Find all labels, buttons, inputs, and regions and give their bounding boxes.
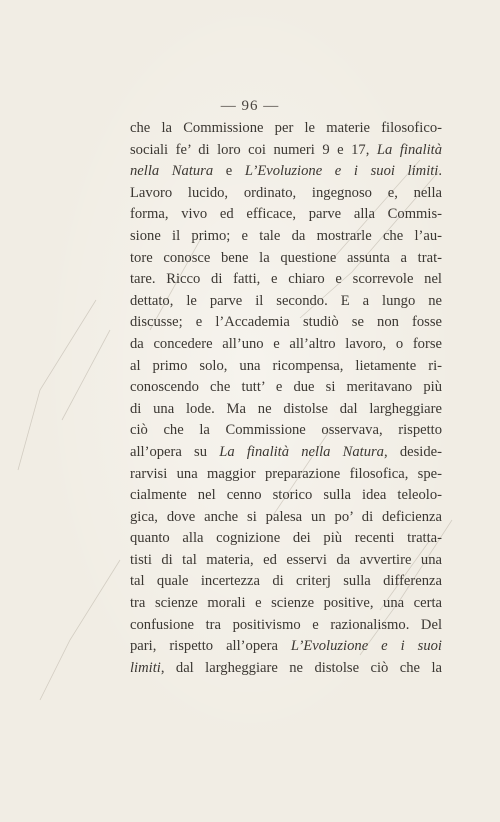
text-line [130,356,442,378]
text-line [130,442,442,464]
text-segment: quanto alla cognizione dei più recenti tratta- [130,530,442,547]
text-segment: discusse; e l’Accademia studiò se non fosse [130,314,442,331]
body-text [130,118,442,679]
text-segment: dettato, le parve il secondo. E a lungo ne [130,292,442,309]
text-line [130,420,442,442]
text-segment: di una lode. Ma ne distolse dal largheggiare [130,400,442,417]
text-line [130,118,442,140]
text-line [130,204,442,226]
text-segment: al primo solo, una ricompensa, lietamente ri- [130,357,442,374]
text-line [130,658,442,680]
text-segment: , dal largheggiare ne distolse ciò che la [160,659,442,676]
text-line [130,334,442,356]
text-line [130,161,442,183]
text-segment: tore conosce bene la questione assunta a trat- [130,249,442,266]
italic-title-text: limiti [130,659,161,676]
text-segment: sociali fe’ di loro coi numeri 9 e 17, [130,141,377,158]
text-segment: . [438,163,443,180]
text-segment: tal quale incertezza di criterj sulla differenza [130,573,442,590]
text-segment: sione il primo; e tale da mostrarle che l’au- [130,227,442,244]
text-segment: ciò che la Commissione osservava, rispetto [130,422,442,439]
text-segment: Lavoro lucido, ordinato, ingegnoso e, nella [130,184,442,201]
italic-title-text: La finalità nella Natura [219,443,384,460]
italic-title-text: L’Evoluzione e i suoi limiti [244,163,439,180]
text-line [130,291,442,313]
text-line [130,550,442,572]
text-line [130,183,442,205]
text-segment: all’opera su [130,443,220,460]
text-line [130,464,442,486]
text-line [130,593,442,615]
text-line [130,377,442,399]
text-line [130,571,442,593]
text-segment: tare. Ricco di fatti, e chiaro e scorrevole nel [130,271,442,288]
page-number: — 96 — [220,98,280,114]
text-segment: conoscendo che tutt’ e due si meritavano più [130,379,442,396]
text-line [130,528,442,550]
text-line [130,140,442,162]
text-line [130,507,442,529]
text-line [130,269,442,291]
text-segment: forma, vivo ed efficace, parve alla Commis- [130,206,442,223]
text-line [130,485,442,507]
italic-title-text: L’Evoluzione e i suoi [290,638,442,655]
text-segment: pari, rispetto all’opera [130,638,291,655]
text-line [130,399,442,421]
text-segment: che la Commissione per le materie filosofico- [130,120,442,136]
text-segment: gica, dove anche si palesa un po’ di deficienza [130,508,442,525]
text-segment: confusione tra positivismo e razionalismo. Del [130,616,442,633]
text-line [130,312,442,334]
text-line [130,615,442,637]
text-segment: , deside- [383,443,442,460]
text-line [130,636,442,658]
text-segment: tisti di tal materia, ed esservi da avvertire una [130,551,442,568]
text-segment: tra scienze morali e scienze positive, una certa [130,595,442,612]
text-segment: rarvisi una maggior preparazione filosofica, spe- [130,465,442,482]
text-line [130,226,442,248]
italic-title-text: La finalità [376,141,442,158]
text-segment: e [213,163,245,180]
text-segment: cialmente nel cenno storico sulla idea teleolo- [130,487,442,504]
text-segment: da concedere all’uno e all’altro lavoro, o forse [130,335,442,352]
italic-title-text: nella Natura [130,163,214,180]
text-line [130,248,442,270]
